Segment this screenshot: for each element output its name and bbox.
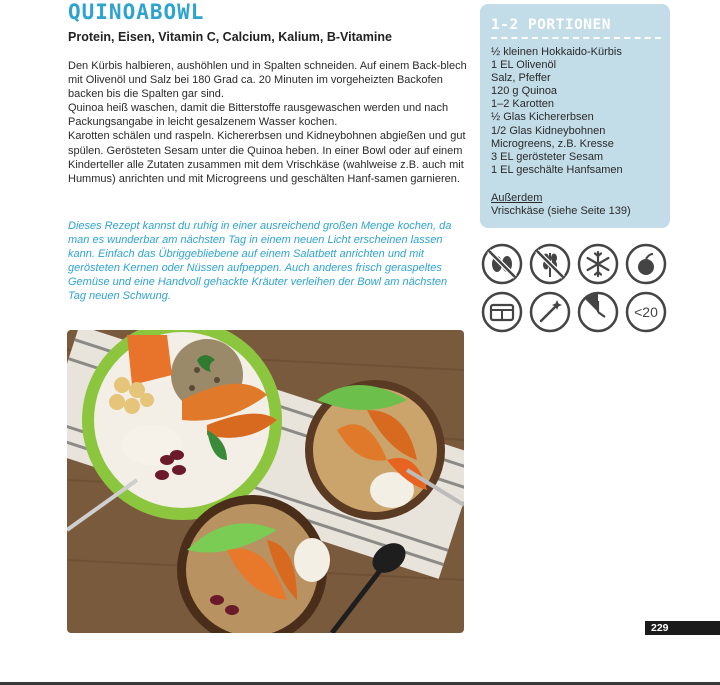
under-20-label: <20 bbox=[634, 304, 658, 320]
ingredient-item: 1 EL Olivenöl bbox=[491, 59, 557, 72]
servings-box bbox=[480, 4, 670, 228]
instructions bbox=[68, 59, 468, 186]
extra-heading: Außerdem bbox=[491, 192, 543, 204]
easy-icon bbox=[529, 291, 571, 333]
recipe-title: QUINOABOWL bbox=[68, 0, 205, 24]
nutrients-line: Protein, Eisen, Vitamin C, Calcium, Kalium, B-Vitamine bbox=[68, 30, 392, 44]
instruction-step: Den Kürbis halbieren, aushöhlen und in Spalten schneiden. Auf einem Back-blech mit Olivenöl und Salz bei 180 Grad ca. 20 Minuten im vorgeheizten Backofen backen bis die Spalten gar sind. bbox=[68, 60, 467, 101]
ingredient-item: Microgreens, z.B. Kresse bbox=[491, 137, 614, 150]
servings-title: 1-2 PORTIONEN bbox=[491, 17, 611, 33]
instruction-step: Quinoa heiß waschen, damit die Bitterstoffe rausgewaschen werden und nach Packungsangabe in leicht gesalzenem Wasser kochen. bbox=[68, 102, 449, 129]
ingredient-item: Salz, Pfeffer bbox=[491, 72, 551, 85]
time-icon bbox=[577, 291, 619, 333]
tip-text: Dieses Rezept kannst du ruhig in einer ausreichend großen Menge kochen, da man es wunderbar am nächsten Tag in einem neuen Licht erscheinen lassen kann. Einfach das Übriggebliebene auf einem Salatbett anrichten und mit gerösteten Kernen oder Nüssen aufpeppen. Auch anderes frisch geraspeltes Gemüse und eine Handvoll gehackte Kräuter verleihen der Bowl am nächsten Tag neuen Schwung. bbox=[68, 220, 452, 303]
ingredient-item: 1/2 Glas Kidneybohnen bbox=[491, 124, 606, 137]
freezable-icon bbox=[577, 243, 619, 285]
ingredient-item: 1 EL geschälte Hanfsamen bbox=[491, 163, 623, 176]
quinoa-bowl-photo bbox=[67, 330, 464, 633]
instruction-step: Karotten schälen und raspeln. Kichererbsen und Kidneybohnen abgießen und gut spülen. Gerösteten Sesam unter die Quinoa heben. In einer Bowl oder auf einem Kinderteller alle Zutaten zusammen mit dem Vrischkäse (wahlweise z.B. auch mit Hummus) anrichten und mit Microgreens und geschälten Hanf-samen garnieren. bbox=[68, 130, 466, 185]
dashed-divider bbox=[491, 37, 661, 39]
ingredient-item: 120 g Quinoa bbox=[491, 85, 558, 98]
under-20-icon bbox=[625, 291, 667, 333]
ingredient-item: ½ Glas Kichererbsen bbox=[491, 111, 594, 124]
ingredient-item: 3 EL gerösteter Sesam bbox=[491, 150, 604, 163]
ingredient-list bbox=[491, 46, 623, 177]
no-gluten-icon bbox=[529, 243, 571, 285]
ingredient-item: ½ kleinen Hokkaido-Kürbis bbox=[491, 46, 622, 58]
no-nuts-icon bbox=[481, 243, 523, 285]
extra-item: Vrischkäse (siehe Seite 139) bbox=[491, 205, 631, 217]
no-soy-icon bbox=[625, 243, 667, 285]
page-number: 229 bbox=[645, 621, 720, 635]
ingredient-item: 1–2 Karotten bbox=[491, 98, 554, 111]
lunchbox-icon bbox=[481, 291, 523, 333]
